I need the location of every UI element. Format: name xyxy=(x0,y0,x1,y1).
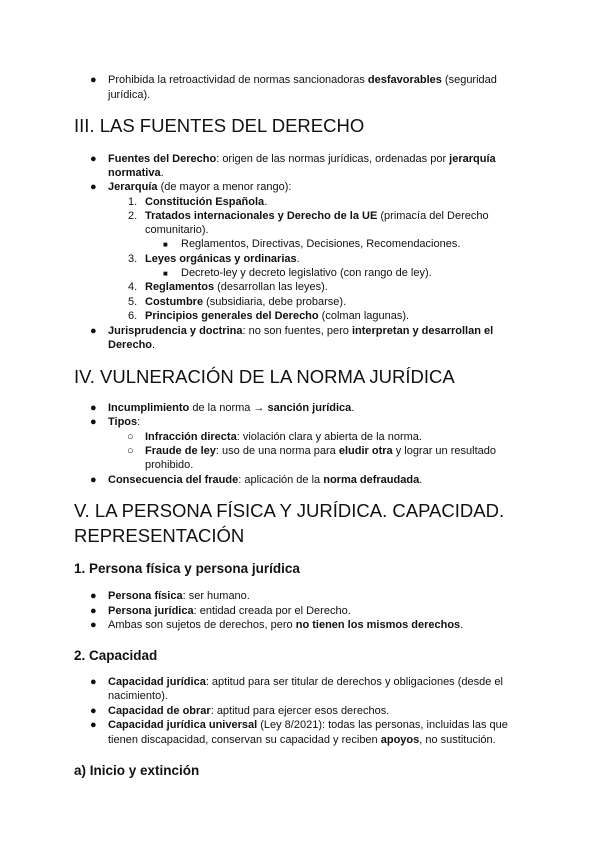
list-item-continuation: nacimiento). xyxy=(108,690,168,702)
list-number: 5. xyxy=(128,296,138,308)
list-item: Capacidad de obrar: aptitud para ejercer esos derechos. xyxy=(108,705,390,717)
section-heading-persona: V. LA PERSONA FÍSICA Y JURÍDICA. CAPACIDAD. xyxy=(74,500,505,521)
list-number: 4. xyxy=(128,281,138,293)
list-item: Persona jurídica: entidad creada por el Derecho. xyxy=(108,605,351,617)
list-item: Reglamentos, Directivas, Decisiones, Recomendaciones. xyxy=(181,238,461,250)
list-item: Fuentes del Derecho: origen de las normas jurídicas, ordenadas por jerarquía xyxy=(108,153,496,165)
bullet-disc: ● xyxy=(90,181,97,193)
list-item: Constitución Española. xyxy=(145,196,268,208)
bullet-disc: ● xyxy=(90,619,97,631)
list-item: Tratados internacionales y Derecho de la UE (primacía del Derecho xyxy=(145,210,489,222)
list-item-continuation: Derecho. xyxy=(108,339,156,351)
bullet-disc: ● xyxy=(90,705,97,717)
bullet-disc: ● xyxy=(90,416,97,428)
section-heading-fuentes: III. LAS FUENTES DEL DERECHO xyxy=(74,115,365,136)
list-item: Costumbre (subsidiaria, debe probarse). xyxy=(145,296,347,308)
list-item: Ambas son sujetos de derechos, pero no tienen los mismos derechos. xyxy=(108,619,464,631)
bullet-circle: ○ xyxy=(127,431,134,443)
bullet-disc: ● xyxy=(90,74,97,86)
list-item: Prohibida la retroactividad de normas sancionadoras desfavorables (seguridad xyxy=(108,74,497,86)
list-number: 3. xyxy=(128,253,138,265)
list-item: Infracción directa: violación clara y abierta de la norma. xyxy=(145,431,422,443)
section-heading-persona-line2: REPRESENTACIÓN xyxy=(74,525,245,546)
subheading-capacidad: 2. Capacidad xyxy=(74,648,158,663)
bullet-disc: ● xyxy=(90,153,97,165)
bullet-disc: ● xyxy=(90,325,97,337)
section-heading-vulneracion: IV. VULNERACIÓN DE LA NORMA JURÍDICA xyxy=(74,366,455,387)
bullet-disc: ● xyxy=(90,590,97,602)
subheading-inicio-extincion: a) Inicio y extinción xyxy=(74,763,200,778)
list-item: Persona física: ser humano. xyxy=(108,590,250,602)
subheading-persona: 1. Persona física y persona jurídica xyxy=(74,561,300,576)
list-item: Principios generales del Derecho (colman lagunas). xyxy=(145,310,410,322)
list-number: 2. xyxy=(128,210,138,222)
list-item: Reglamentos (desarrollan las leyes). xyxy=(145,281,328,293)
list-item: Jurisprudencia y doctrina: no son fuentes, pero interpretan y desarrollan el xyxy=(108,325,494,337)
list-item-continuation: prohibido. xyxy=(145,459,194,471)
list-number: 6. xyxy=(128,310,138,322)
bullet-square: ■ xyxy=(163,240,168,249)
list-item: Capacidad jurídica: aptitud para ser titular de derechos y obligaciones (desde el xyxy=(108,676,503,688)
bullet-disc: ● xyxy=(90,402,97,414)
bullet-circle: ○ xyxy=(127,445,134,457)
bullet-disc: ● xyxy=(90,474,97,486)
list-item: Decreto-ley y decreto legislativo (con rango de ley). xyxy=(181,267,432,279)
bullet-square: ■ xyxy=(163,269,168,278)
bullet-disc: ● xyxy=(90,719,97,731)
list-item: Capacidad jurídica universal (Ley 8/2021): todas las personas, incluidas las que xyxy=(108,719,508,731)
list-item-continuation: normativa. xyxy=(108,167,164,179)
list-number: 1. xyxy=(128,196,138,208)
list-item: Consecuencia del fraude: aplicación de la norma defraudada. xyxy=(108,474,423,486)
list-item: Fraude de ley: uso de una norma para eludir otra y lograr un resultado xyxy=(145,445,496,457)
list-item: Leyes orgánicas y ordinarias. xyxy=(145,253,300,265)
list-item-continuation: tienen discapacidad, conservan su capacidad y reciben apoyos, no sustitución. xyxy=(108,734,496,746)
list-item-continuation: jurídica). xyxy=(108,89,151,101)
list-item: Tipos: xyxy=(108,416,141,428)
list-item-continuation: comunitario). xyxy=(145,224,209,236)
list-item: Incumplimiento de la norma → sanción jurídica. xyxy=(108,402,355,414)
bullet-disc: ● xyxy=(90,605,97,617)
list-item: Jerarquía (de mayor a menor rango): xyxy=(108,181,292,193)
bullet-disc: ● xyxy=(90,676,97,688)
